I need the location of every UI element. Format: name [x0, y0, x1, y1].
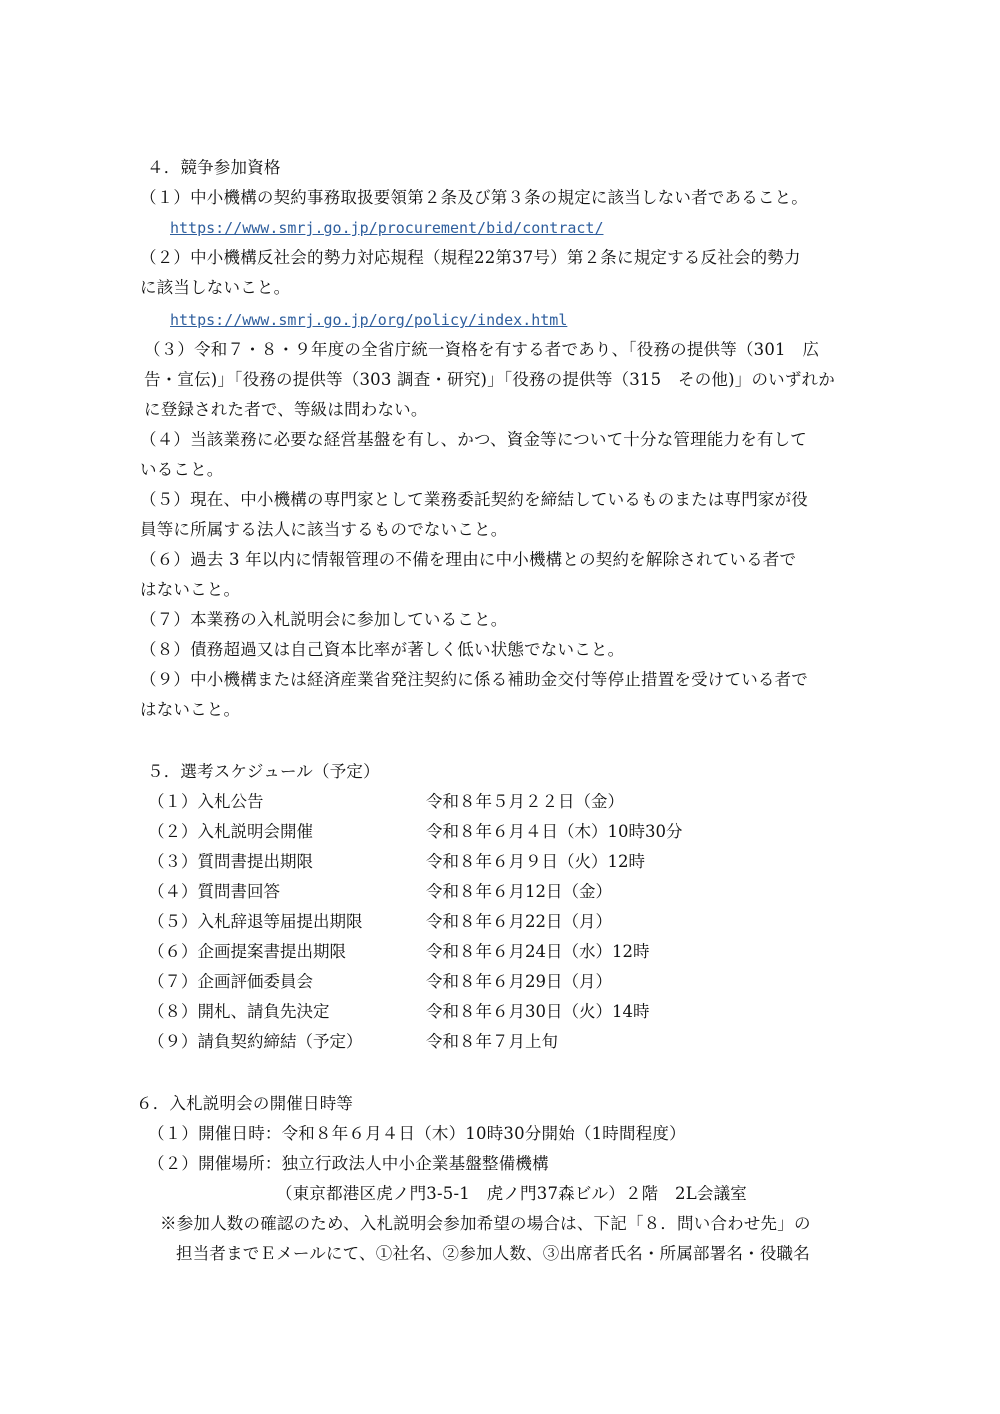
schedule-item: （７）企画評価委員会	[148, 972, 313, 991]
schedule-date: 令和８年６月29日（月）	[426, 972, 612, 991]
section-4-item-3-cont2: に登録された者で、等級は問わない。	[144, 400, 428, 419]
schedule-item: （２）入札説明会開催	[148, 822, 313, 841]
section-5-heading: ５．選考スケジュール（予定）	[147, 762, 380, 781]
schedule-date: 令和８年６月24日（水）12時	[426, 942, 650, 961]
section-4-item-4: （４）当該業務に必要な経営基盤を有し、かつ、資金等について十分な管理能力を有して	[140, 430, 808, 449]
section-4-heading: ４．競争参加資格	[147, 158, 281, 177]
schedule-date: 令和８年６月30日（火）14時	[426, 1002, 650, 1021]
schedule-date: 令和８年７月上旬	[426, 1032, 558, 1051]
briefing-note: ※参加人数の確認のため、入札説明会参加希望の場合は、下記「８．問い合わせ先」の	[160, 1214, 811, 1233]
section-4-item-9: （９）中小機構または経済産業省発注契約に係る補助金交付等停止措置を受けている者で	[140, 670, 808, 689]
schedule-item: （６）企画提案書提出期限	[148, 942, 346, 961]
briefing-venue: （２）開催場所：独立行政法人中小企業基盤整備機構	[148, 1154, 549, 1173]
policy-link[interactable]: https://www.smrj.go.jp/org/policy/index.html	[170, 311, 568, 329]
briefing-address: （東京都港区虎ノ門3-5-1 虎ノ門37森ビル）２階 2L会議室	[276, 1184, 747, 1203]
schedule-date: 令和８年６月22日（月）	[426, 912, 612, 931]
briefing-datetime: （１）開催日時：令和８年６月４日（木）10時30分開始（1時間程度）	[148, 1124, 686, 1143]
section-4-item-6-cont: はないこと。	[140, 580, 241, 599]
section-4-item-5-cont: 員等に所属する法人に該当するものでないこと。	[140, 520, 508, 539]
schedule-item: （１）入札公告	[148, 792, 264, 811]
section-4-item-3: （３）令和７・８・９年度の全省庁統一資格を有する者であり、「役務の提供等（301 広	[144, 340, 820, 359]
schedule-item: （４）質問書回答	[148, 882, 280, 901]
schedule-item: （３）質問書提出期限	[148, 852, 313, 871]
schedule-item: （５）入札辞退等届提出期限	[148, 912, 363, 931]
section-4-item-1: （１）中小機構の契約事務取扱要領第２条及び第３条の規定に該当しない者であること。	[140, 188, 808, 207]
briefing-note-cont: 担当者までＥメールにて、①社名、②参加人数、③出席者氏名・所属部署名・役職名	[176, 1244, 810, 1263]
section-4-item-3-cont1: 告・宣伝)」「役務の提供等（303 調査・研究)」「役務の提供等（315 その他)」のいずれか	[144, 370, 835, 389]
section-4-item-2: （２）中小機構反社会的勢力対応規程（規程22第37号）第２条に規定する反社会的勢力	[140, 248, 801, 267]
section-4-item-6: （６）過去 3 年以内に情報管理の不備を理由に中小機構との契約を解除されている者で	[140, 550, 797, 569]
section-4-item-7: （７）本業務の入札説明会に参加していること。	[140, 610, 508, 629]
section-4-item-5: （５）現在、中小機構の専門家として業務委託契約を締結しているものまたは専門家が役	[140, 490, 808, 509]
section-6-heading: ６．入札説明会の開催日時等	[136, 1094, 354, 1113]
schedule-date: 令和８年６月４日（木）10時30分	[426, 822, 683, 841]
schedule-item: （９）請負契約締結（予定）	[148, 1032, 363, 1051]
schedule-date: 令和８年６月９日（火）12時	[426, 852, 645, 871]
contract-rules-link[interactable]: https://www.smrj.go.jp/procurement/bid/contract/	[170, 219, 604, 237]
section-4-item-9-cont: はないこと。	[140, 700, 241, 719]
schedule-date: 令和８年６月12日（金）	[426, 882, 612, 901]
section-4-item-2-cont: に該当しないこと。	[140, 278, 291, 297]
section-4-item-8: （８）債務超過又は自己資本比率が著しく低い状態でないこと。	[140, 640, 625, 659]
schedule-date: 令和８年５月２２日（金）	[426, 792, 624, 811]
schedule-item: （８）開札、請負先決定	[148, 1002, 330, 1021]
section-4-item-4-cont: いること。	[140, 460, 224, 479]
